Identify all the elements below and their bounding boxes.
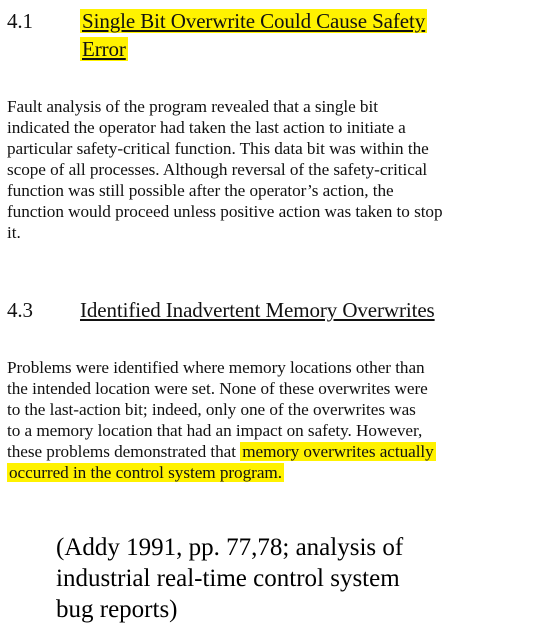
paragraph-line-highlighted: [7, 462, 539, 483]
citation-line: bug reports): [56, 596, 178, 623]
paragraph-line-plain-part: these problems demonstrated that: [7, 442, 241, 461]
citation-line: industrial real-time control system: [56, 565, 400, 592]
paragraph-line: to the last-action bit; indeed, only one of the overwrites was: [7, 400, 416, 419]
section-4-1-title-line1: Single Bit Overwrite Could Cause Safety: [82, 9, 426, 33]
paragraph-line: to a memory location that had an impact on safety. However,: [7, 421, 423, 440]
section-4-1-number: 4.1: [7, 9, 33, 33]
section-4-1-title-line2: Error: [82, 37, 126, 61]
section-4-1-paragraph: [7, 96, 539, 243]
paragraph-line: particular safety-critical function. This data bit was within the: [7, 139, 429, 158]
section-4-1-heading: [7, 8, 537, 64]
paragraph-line: Fault analysis of the program revealed that a single bit: [7, 97, 378, 116]
section-4-3-number: 4.3: [7, 298, 33, 322]
paragraph-line: the intended location were set. None of these overwrites were: [7, 379, 428, 398]
paragraph-line: function would proceed unless positive action was taken to stop: [7, 202, 443, 221]
paragraph-line: scope of all processes. Although reversal of the safety-critical: [7, 160, 428, 179]
highlighted-phrase: memory overwrites actually: [242, 442, 434, 461]
paragraph-line: function was still possible after the operator’s action, the: [7, 181, 394, 200]
citation: [56, 532, 526, 625]
section-4-3-title: Identified Inadvertent Memory Overwrites: [80, 298, 435, 322]
section-4-3-heading: [7, 297, 537, 325]
paragraph-line-highlighted: [7, 441, 539, 462]
highlighted-phrase: occurred in the control system program.: [9, 463, 282, 482]
paragraph-line: indicated the operator had taken the last action to initiate a: [7, 118, 406, 137]
citation-line: (Addy 1991, pp. 77,78; analysis of: [56, 534, 404, 561]
paragraph-line: Problems were identified where memory locations other than: [7, 358, 425, 377]
paragraph-line: it.: [7, 223, 21, 242]
section-4-3-paragraph: [7, 357, 539, 483]
